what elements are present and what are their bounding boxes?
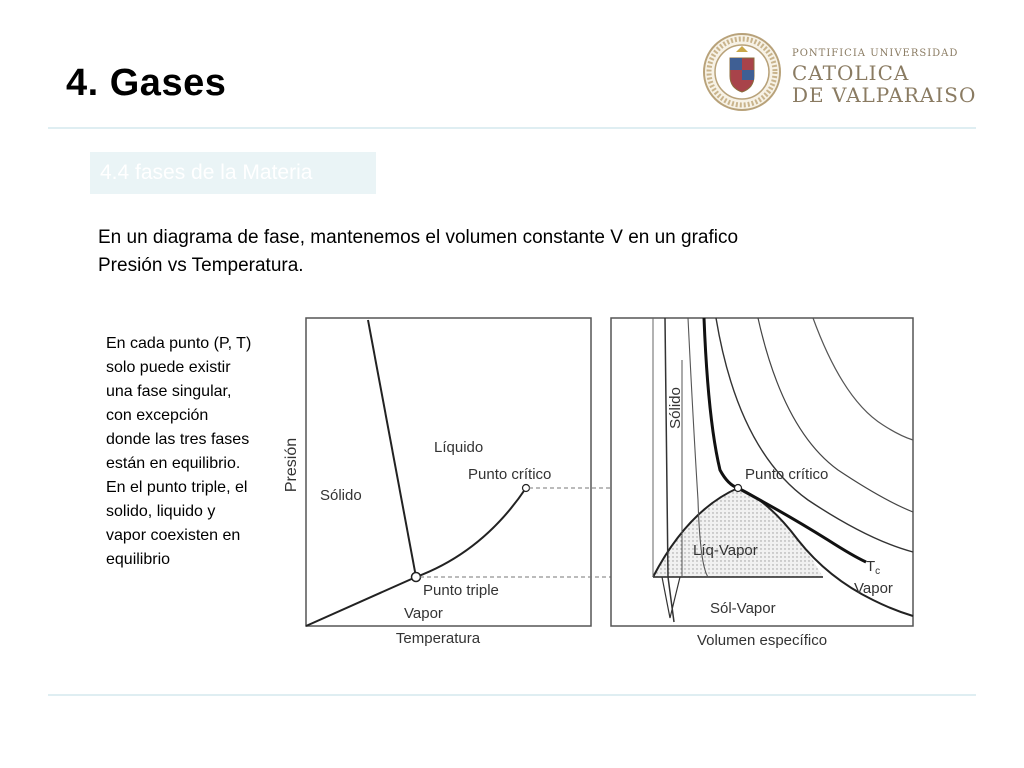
intro-line-2: Presión vs Temperatura. [98, 255, 304, 276]
critical-point-marker [523, 485, 530, 492]
pv-xlabel: Volumen específico [696, 632, 828, 649]
pv-label-tc-main: T [866, 558, 876, 575]
university-line3: DE VALPARAISO [792, 83, 977, 107]
pv-label-solid: Sólido [667, 387, 684, 429]
pt-ylabel: Presión [283, 437, 300, 493]
pt-xlabel: Temperatura [395, 630, 481, 647]
pv-label-critical: Punto crítico [745, 466, 829, 483]
pt-label-solid: Sólido [320, 487, 362, 504]
pt-label-liquid: Líquido [434, 439, 484, 456]
university-name [792, 48, 976, 106]
bottom-divider [48, 694, 976, 696]
pv-label-tc-sub: c [875, 566, 881, 577]
page-title: 4. Gases [66, 62, 227, 104]
pt-label-vapor: Vapor [404, 605, 443, 622]
pv-critical-marker [735, 485, 742, 492]
intro-text [98, 224, 898, 280]
section-heading: 4.4 fases de la Materia [90, 152, 376, 194]
phase-diagram [268, 300, 918, 662]
pv-label-vapor: Vapor [854, 580, 893, 597]
pv-label-liq-vapor: Líq-Vapor [693, 542, 758, 559]
triple-point-marker [412, 573, 421, 582]
pv-label-sol-vapor: Sól-Vapor [710, 600, 776, 617]
top-divider [48, 127, 976, 129]
university-line1: PONTIFICIA UNIVERSIDAD [792, 48, 959, 59]
pt-label-triple: Punto triple [423, 582, 499, 599]
university-line2: CATOLICA [792, 61, 910, 85]
pt-label-critical: Punto crítico [468, 466, 552, 483]
intro-line-1: En un diagrama de fase, mantenemos el volumen constante V en un grafico [98, 227, 739, 248]
side-explanation: En cada punto (P, T) solo puede existir una fase singular, con excepción donde las tres fases están en equilibrio. En el punto triple, el solido, liquido y vapor coexisten en equilibrio [106, 335, 252, 568]
